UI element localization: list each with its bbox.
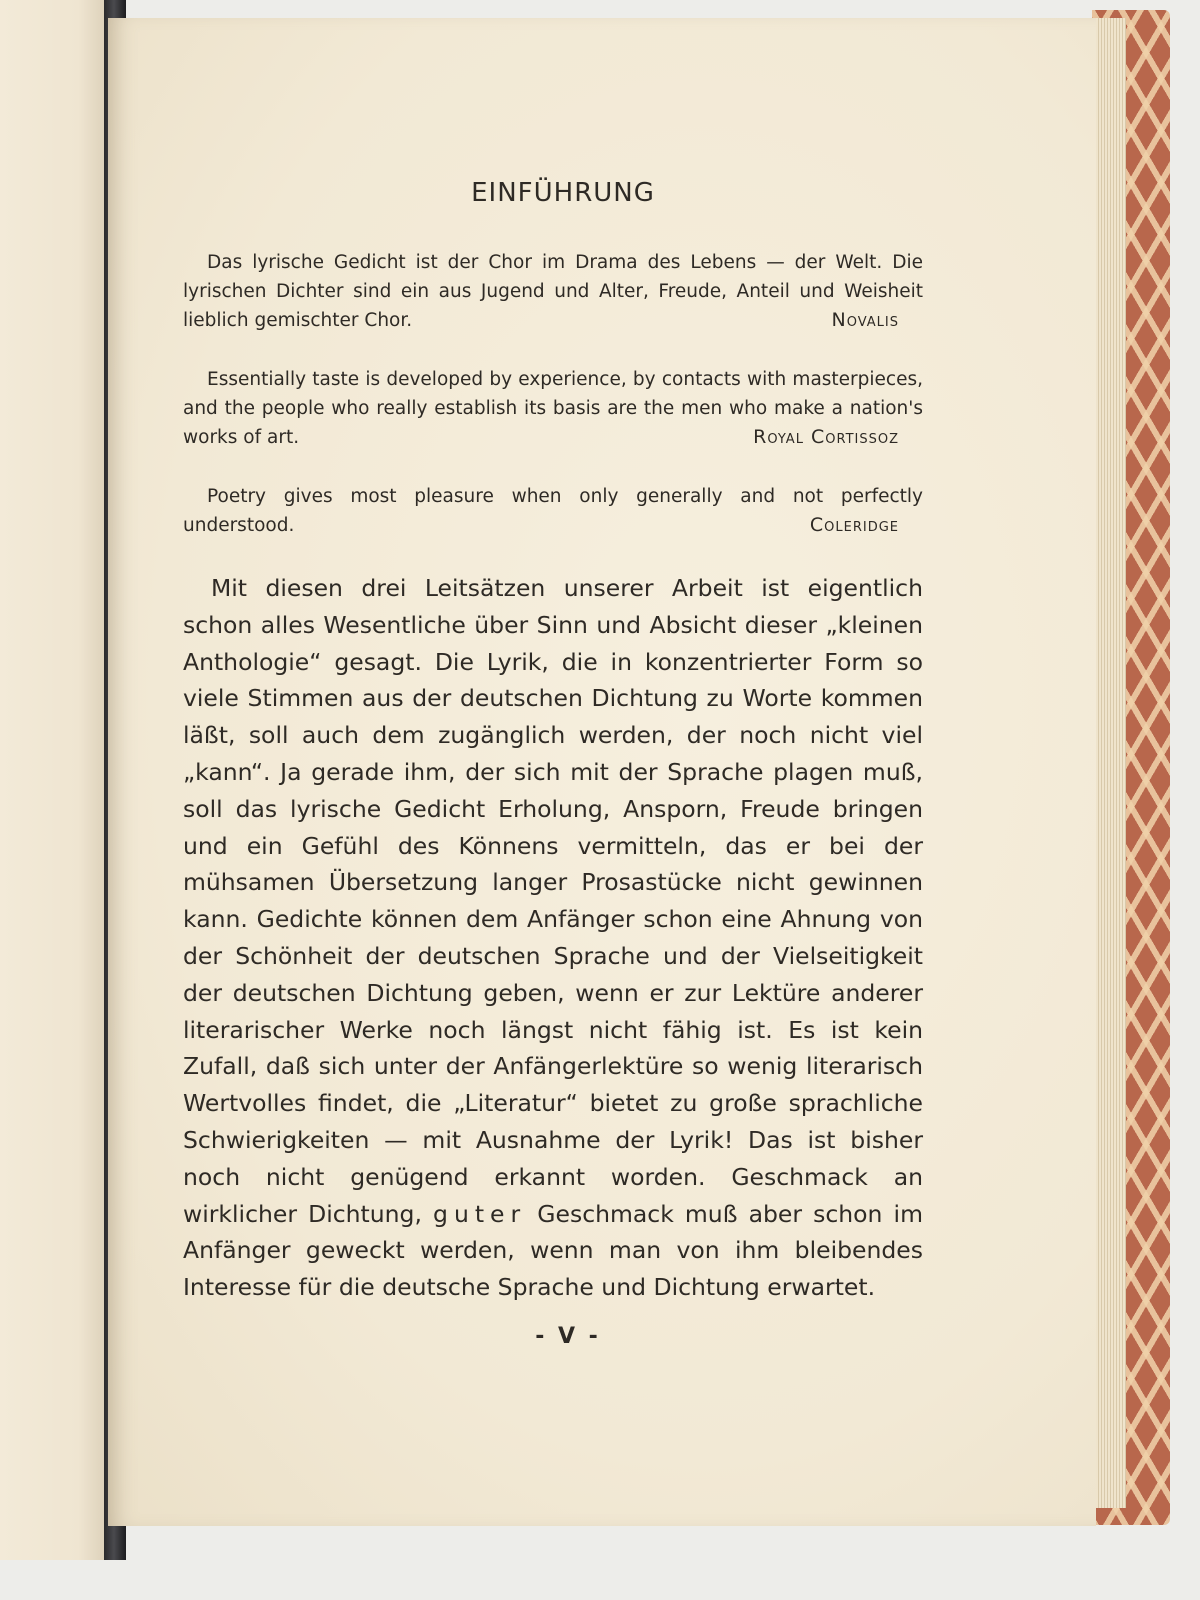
page-number: - V - — [535, 1323, 601, 1349]
epigraph-author: Coleridge — [809, 514, 899, 536]
epigraph-cortissoz — [183, 365, 923, 452]
page-title: EINFÜHRUNG — [471, 178, 655, 208]
body-text-part-1: Mit diesen drei Leitsätzen unserer Arbeit ist eigentlich schon alles Wesentliche über Sinn und Absicht dieser „kleinen Anthologie“ gesagt. Die Lyrik, die in konzentrierter Form so viele Stimmen aus der deutschen Dichtung zu Worte kommen läßt, soll auch dem zugänglich werden, der noch nicht viel „kann“. Ja gerade ihm, der sich mit der Sprache plagen muß, soll das lyrische Gedicht Erholung, Ansporn, Freude bringen und ein Gefühl des Könnens vermitteln, das er bei der mühsamen Übersetzung langer Prosastücke nicht gewinnen kann. Gedichte können dem Anfänger schon eine Ahnung von der Schönheit der deutschen Sprache und der Vielseitigkeit der deutschen Dichtung geben, wenn er zur Lektüre anderer literarischer Werke noch längst nicht fähig ist. Es ist kein Zufall, daß sich unter der Anfängerlektüre so wenig literarisch Wertvolles findet, die „Literatur“ bietet zu große sprachliche Schwierigkeiten — mit Ausnahme der Lyrik! Das ist bisher noch nicht genügend erkannt worden. Geschmack an wirklicher Dichtung, — [183, 574, 923, 1228]
book-page — [108, 18, 1096, 1526]
left-facing-page — [0, 0, 112, 1560]
body-text-part-2: Geschmack muß aber schon im Anfänger geweckt werden, wenn man von ihm bleibendes Interesse für die deutsche Sprache und Dichtung erwartet. — [183, 1199, 923, 1302]
epigraph-text: Poetry gives most pleasure when only generally and not perfectly understood. — [183, 486, 923, 536]
epigraph-text: Das lyrische Gedicht ist der Chor im Drama des Lebens — der Welt. Die lyrischen Dichter sind ein aus Jugend und Alter, Freude, Anteil und Weisheit lieblich gemischter Chor. — [183, 252, 923, 331]
body-paragraph — [183, 570, 923, 1306]
epigraph-author: Novalis — [831, 309, 899, 331]
emphasis-word: guter — [433, 1199, 527, 1228]
page-content — [183, 178, 923, 1349]
epigraph-text: Essentially taste is developed by experience, by contacts with masterpieces, and the people who really establish its basis are the men who make a nation's works of art. — [183, 369, 923, 448]
epigraph-coleridge — [183, 482, 923, 540]
epigraph-author: Royal Cortissoz — [753, 426, 899, 448]
epigraph-novalis — [183, 248, 923, 335]
